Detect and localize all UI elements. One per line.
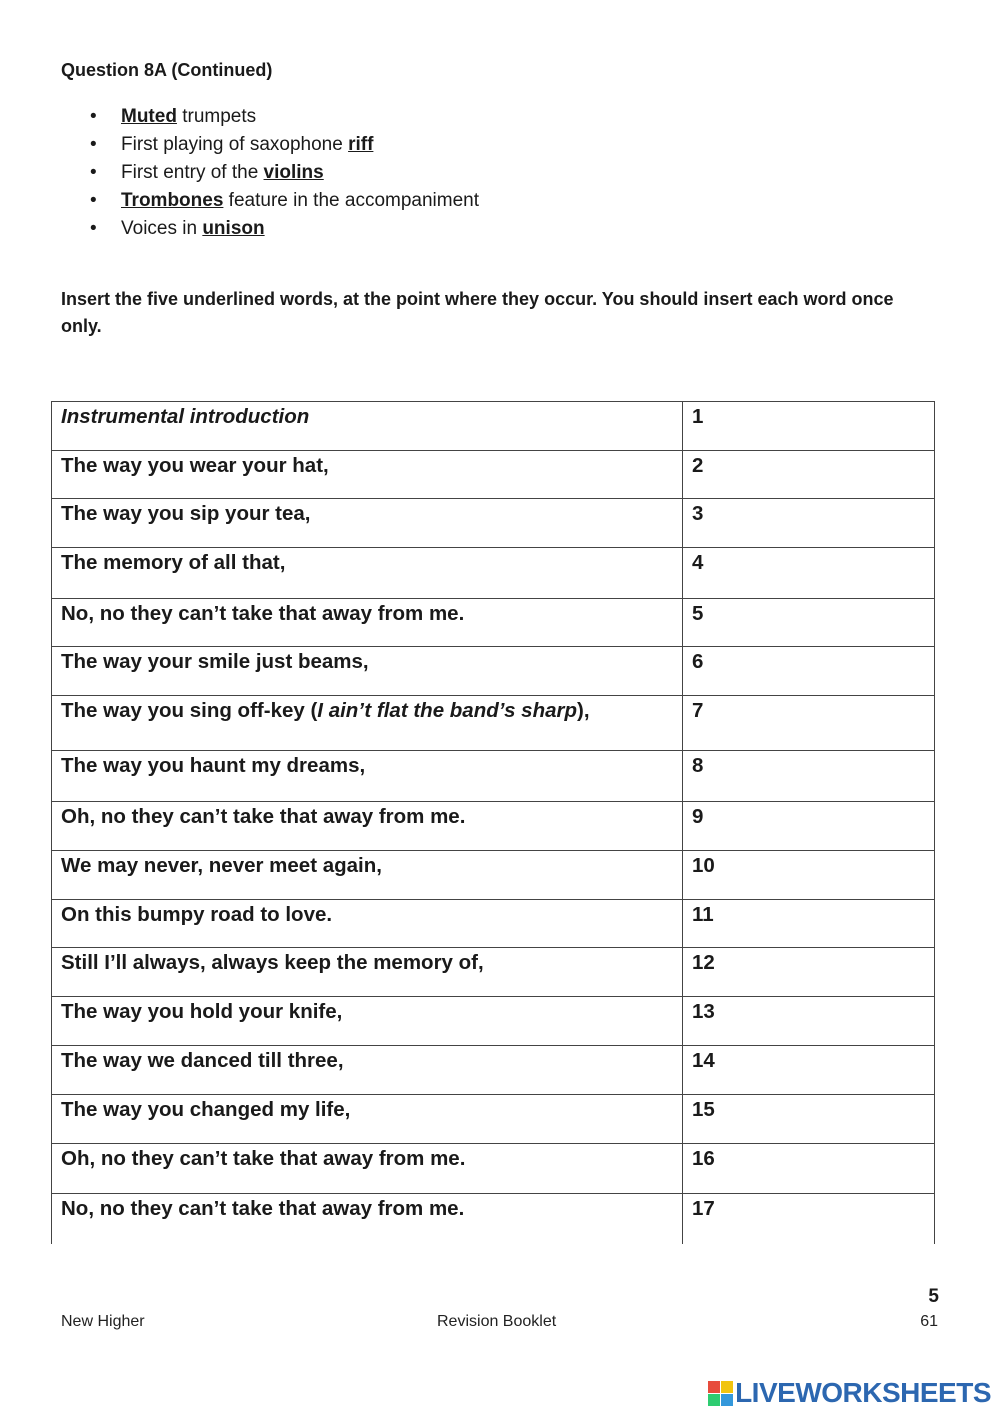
answer-cell[interactable]: 8 xyxy=(683,751,935,802)
lyric-line: The way you sip your tea, xyxy=(52,499,683,548)
underlined-word: unison xyxy=(202,218,265,239)
lyric-line: On this bumpy road to love. xyxy=(52,900,683,948)
lyric-line: No, no they can’t take that away from me. xyxy=(52,599,683,647)
lyric-line: The way we danced till three, xyxy=(52,1046,683,1095)
feature-list-item xyxy=(90,132,479,160)
answer-cell[interactable]: 14 xyxy=(683,1046,935,1095)
logo-square xyxy=(708,1381,720,1393)
bullet-icon: • xyxy=(90,162,97,183)
answer-cell[interactable]: 10 xyxy=(683,851,935,900)
underlined-word: Trombones xyxy=(121,190,224,211)
lyric-line: Instrumental introduction xyxy=(52,402,683,451)
feature-list-item xyxy=(90,160,479,188)
answer-cell[interactable]: 15 xyxy=(683,1095,935,1144)
bullet-icon: • xyxy=(90,218,97,239)
table-row xyxy=(52,1095,935,1144)
feature-list-item xyxy=(90,104,479,132)
answer-cell[interactable]: 6 xyxy=(683,647,935,696)
bullet-icon: • xyxy=(90,190,97,211)
answer-cell[interactable]: 16 xyxy=(683,1144,935,1194)
question-heading: Question 8A (Continued) xyxy=(61,60,273,80)
bullet-icon: • xyxy=(90,106,97,127)
table-row xyxy=(52,1144,935,1194)
feature-text: Voices in unison xyxy=(121,218,265,239)
liveworksheets-brand xyxy=(708,1377,991,1409)
brand-text: LIVEWORKSHEETS xyxy=(735,1377,991,1408)
lyric-line: The way you hold your knife, xyxy=(52,997,683,1046)
logo-square xyxy=(721,1381,733,1393)
table-row xyxy=(52,851,935,900)
lyric-line: Still I’ll always, always keep the memory of, xyxy=(52,948,683,997)
lyric-line: Oh, no they can’t take that away from me. xyxy=(52,802,683,851)
feature-list xyxy=(90,104,479,244)
lyric-line: Oh, no they can’t take that away from me. xyxy=(52,1144,683,1194)
brand-logo-icon xyxy=(708,1381,733,1406)
logo-square xyxy=(721,1394,733,1406)
lyric-line: The way you changed my life, xyxy=(52,1095,683,1144)
lyrics-table xyxy=(51,401,935,1244)
underlined-word: Muted xyxy=(121,106,177,127)
bullet-icon: • xyxy=(90,134,97,155)
lyric-line: We may never, never meet again, xyxy=(52,851,683,900)
table-row xyxy=(52,402,935,451)
lyric-line: The memory of all that, xyxy=(52,548,683,599)
table-row xyxy=(52,948,935,997)
answer-cell[interactable]: 4 xyxy=(683,548,935,599)
answer-cell[interactable]: 13 xyxy=(683,997,935,1046)
answer-cell[interactable]: 17 xyxy=(683,1194,935,1244)
answer-cell[interactable]: 5 xyxy=(683,599,935,647)
answer-cell[interactable]: 11 xyxy=(683,900,935,948)
answer-cell[interactable]: 9 xyxy=(683,802,935,851)
table-row xyxy=(52,1046,935,1095)
lyric-line: The way you sing off-key (I ain’t flat the band’s sharp), xyxy=(52,696,683,751)
table-row xyxy=(52,647,935,696)
feature-text: First entry of the violins xyxy=(121,162,324,183)
feature-list-item xyxy=(90,188,479,216)
answer-cell[interactable]: 2 xyxy=(683,451,935,499)
underlined-word: riff xyxy=(348,134,374,155)
feature-text: Trombones feature in the accompaniment xyxy=(121,190,479,211)
table-row xyxy=(52,451,935,499)
page-marks: 5 xyxy=(928,1286,939,1307)
feature-text: First playing of saxophone riff xyxy=(121,134,374,155)
footer-title: Revision Booklet xyxy=(437,1313,557,1330)
table-row xyxy=(52,599,935,647)
underlined-word: violins xyxy=(263,162,324,183)
lyric-line: The way you wear your hat, xyxy=(52,451,683,499)
table-row xyxy=(52,900,935,948)
logo-square xyxy=(708,1394,720,1406)
answer-cell[interactable]: 3 xyxy=(683,499,935,548)
lyric-line: The way you haunt my dreams, xyxy=(52,751,683,802)
table-row xyxy=(52,751,935,802)
lyric-line: The way your smile just beams, xyxy=(52,647,683,696)
table-row xyxy=(52,1194,935,1244)
feature-list-item xyxy=(90,216,479,244)
table-row xyxy=(52,696,935,751)
table-row xyxy=(52,997,935,1046)
footer-course: New Higher xyxy=(61,1313,145,1330)
table-row xyxy=(52,802,935,851)
instruction-text: Insert the five underlined words, at the point where they occur. You should insert each word once only. xyxy=(61,289,894,336)
answer-cell[interactable]: 7 xyxy=(683,696,935,751)
answer-cell[interactable]: 12 xyxy=(683,948,935,997)
footer-page-number: 61 xyxy=(920,1313,938,1330)
table-row xyxy=(52,499,935,548)
table-row xyxy=(52,548,935,599)
lyric-line: No, no they can’t take that away from me. xyxy=(52,1194,683,1244)
answer-cell[interactable]: 1 xyxy=(683,402,935,451)
feature-text: Muted trumpets xyxy=(121,106,257,127)
